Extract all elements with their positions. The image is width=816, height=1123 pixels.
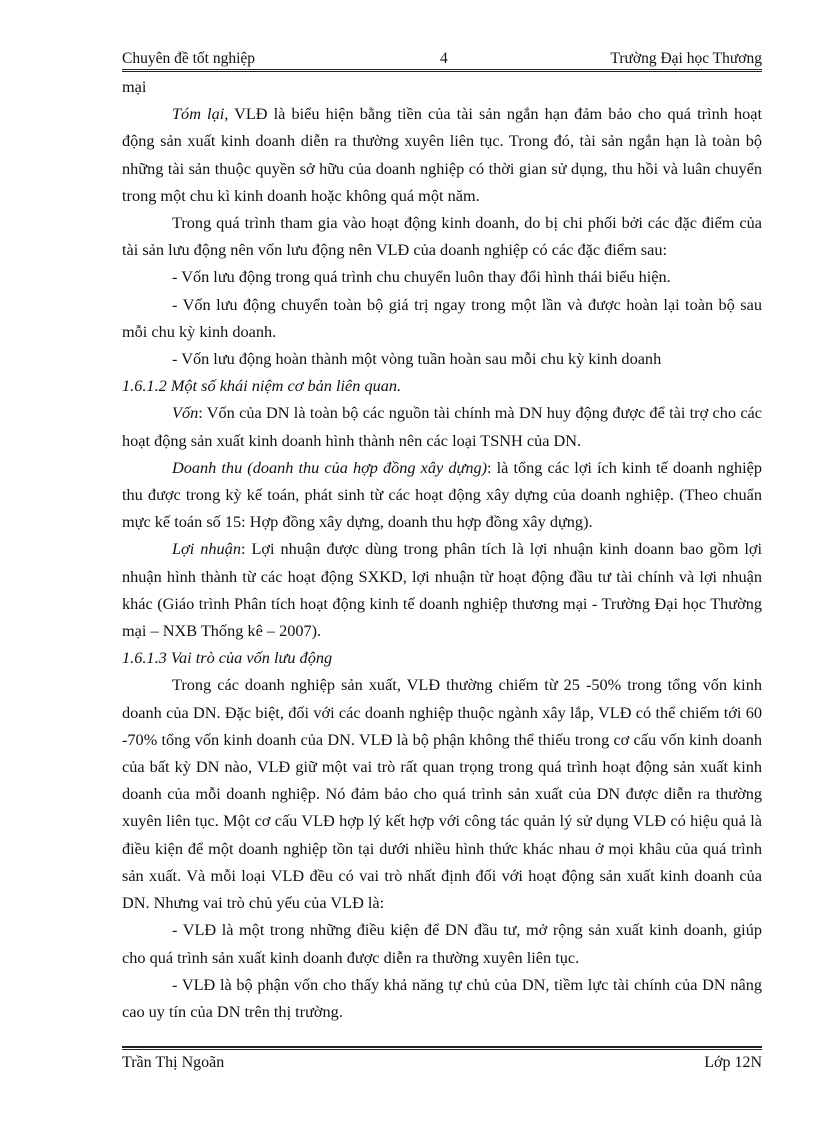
page-body bbox=[122, 73, 762, 1025]
section-heading-concepts: 1.6.1.2 Một số khái niệm cơ bản liên quan. bbox=[122, 376, 402, 396]
header-right-institution: Trường Đại học Thương bbox=[610, 50, 762, 67]
definition-term: Vốn bbox=[172, 403, 199, 423]
definition-revenue bbox=[122, 454, 762, 536]
definition-term: Lợi nhuận bbox=[172, 539, 241, 559]
paragraph-characteristics: Trong quá trình tham gia vào hoạt động kinh doanh, do bị chi phối bởi các đặc điểm của tài sản lưu động nên vốn lưu động nên VLĐ của doanh nghiệp có các đặc điểm sau: bbox=[122, 213, 762, 260]
footer-class: Lớp 12N bbox=[704, 1054, 762, 1071]
bullet-item: - VLĐ là bộ phận vốn cho thấy khả năng tự chủ của DN, tiềm lực tài chính của DN nâng cao uy tín của DN trên thị trường. bbox=[122, 974, 762, 1021]
summary-text: , VLĐ là biểu hiện bằng tiền của tài sản ngắn hạn đảm bảo cho quá trình hoạt động sản xuất kinh doanh diễn ra thường xuyên liên tục. Trong đó, tài sản ngắn hạn là toàn bộ những tài sản thuộc quyền sở hữu của doanh nghiệp có thời gian sử dụng, thu hồi và luân chuyển trong một chu kì kinh doanh hoặc không quá một năm. bbox=[122, 104, 762, 205]
paragraph-role: Trong các doanh nghiệp sản xuất, VLĐ thường chiếm từ 25 -50% trong tổng vốn kinh doanh của DN. Đặc biệt, đối với các doanh nghiệp thuộc ngành xây lắp, VLĐ có thể chiếm tới 60 -70% tổng vốn kinh doanh của DN. VLĐ là bộ phận không thể thiếu trong cơ cấu vốn kinh doanh của bất kỳ DN nào, VLĐ giữ một vai trò rất quan trọng trong quá trình hoạt động sản xuất kinh doanh của mỗi doanh nghiệp. Nó đảm bảo cho quá trình sản xuất của DN được diễn ra thường xuyên liên tục. Một cơ cấu VLĐ hợp lý kết hợp với công tác quản lý sử dụng VLĐ có hiệu quả là điều kiện để một doanh nghiệp tồn tại dưới nhiều hình thức khác nhau ở mọi khâu của quá trình sản xuất. Và mỗi loại VLĐ đều có vai trò nhất định đối với hoạt động sản xuất kinh doanh của DN. Nhưng vai trò chủ yếu của VLĐ là: bbox=[122, 675, 762, 913]
definition-profit bbox=[122, 535, 762, 644]
footer-author: Trần Thị Ngoãn bbox=[122, 1054, 225, 1071]
definition-capital bbox=[122, 399, 762, 453]
bullet-item: - VLĐ là một trong những điều kiện để DN đầu tư, mở rộng sản xuất kinh doanh, giúp cho quá trình sản xuất kinh doanh được diễn ra thường xuyên liên tục. bbox=[122, 920, 762, 967]
page-footer bbox=[122, 1054, 762, 1074]
summary-lead: Tóm lại bbox=[172, 104, 225, 124]
footer-divider bbox=[122, 1046, 762, 1050]
page-header bbox=[122, 50, 762, 70]
carry-over-line: mại bbox=[122, 77, 147, 96]
definition-text: : Vốn của DN là toàn bộ các nguồn tài chính mà DN huy động được để tài trợ cho các hoạt động sản xuất kinh doanh hình thành nên các loại TSNH của DN. bbox=[122, 403, 762, 450]
header-divider bbox=[122, 69, 762, 72]
section-heading-role: 1.6.1.3 Vai trò của vốn lưu động bbox=[122, 648, 333, 668]
bullet-item: - Vốn lưu động trong quá trình chu chuyển luôn thay đổi hình thái biểu hiện. bbox=[172, 267, 671, 287]
definition-term: Doanh thu (doanh thu của hợp đồng xây dựng) bbox=[172, 457, 488, 477]
bullet-item: - Vốn lưu động chuyển toàn bộ giá trị ngay trong một lần và được hoàn lại toàn bộ sau mỗi chu kỳ kinh doanh. bbox=[122, 294, 762, 341]
header-left-title: Chuyên đề tốt nghiệp bbox=[122, 50, 256, 67]
definition-text: : là tổng các lợi ích kinh tế doanh nghiệp thu được trong kỳ kế toán, phát sinh từ các hoạt động xây dựng của doanh nghiệp. (Theo chuẩn mực kế toán số 15: Hợp đồng xây dựng, doanh thu hợp đồng xây dựng). bbox=[122, 457, 762, 532]
bullet-item: - Vốn lưu động hoàn thành một vòng tuần hoàn sau mỗi chu kỳ kinh doanh bbox=[172, 349, 662, 369]
definition-text: : Lợi nhuận được dùng trong phân tích là lợi nhuận kinh doann bao gồm lợi nhuận hình thành từ các hoạt động SXKD, lợi nhuận từ hoạt động đầu tư tài chính và lợi nhuận khác (Giáo trình Phân tích hoạt động kinh tế doanh nghiệp thương mại - Trường Đại học Thường mại – NXB Thống kê – 2007). bbox=[122, 539, 763, 641]
header-page-number: 4 bbox=[440, 50, 448, 67]
paragraph-summary bbox=[122, 100, 762, 209]
